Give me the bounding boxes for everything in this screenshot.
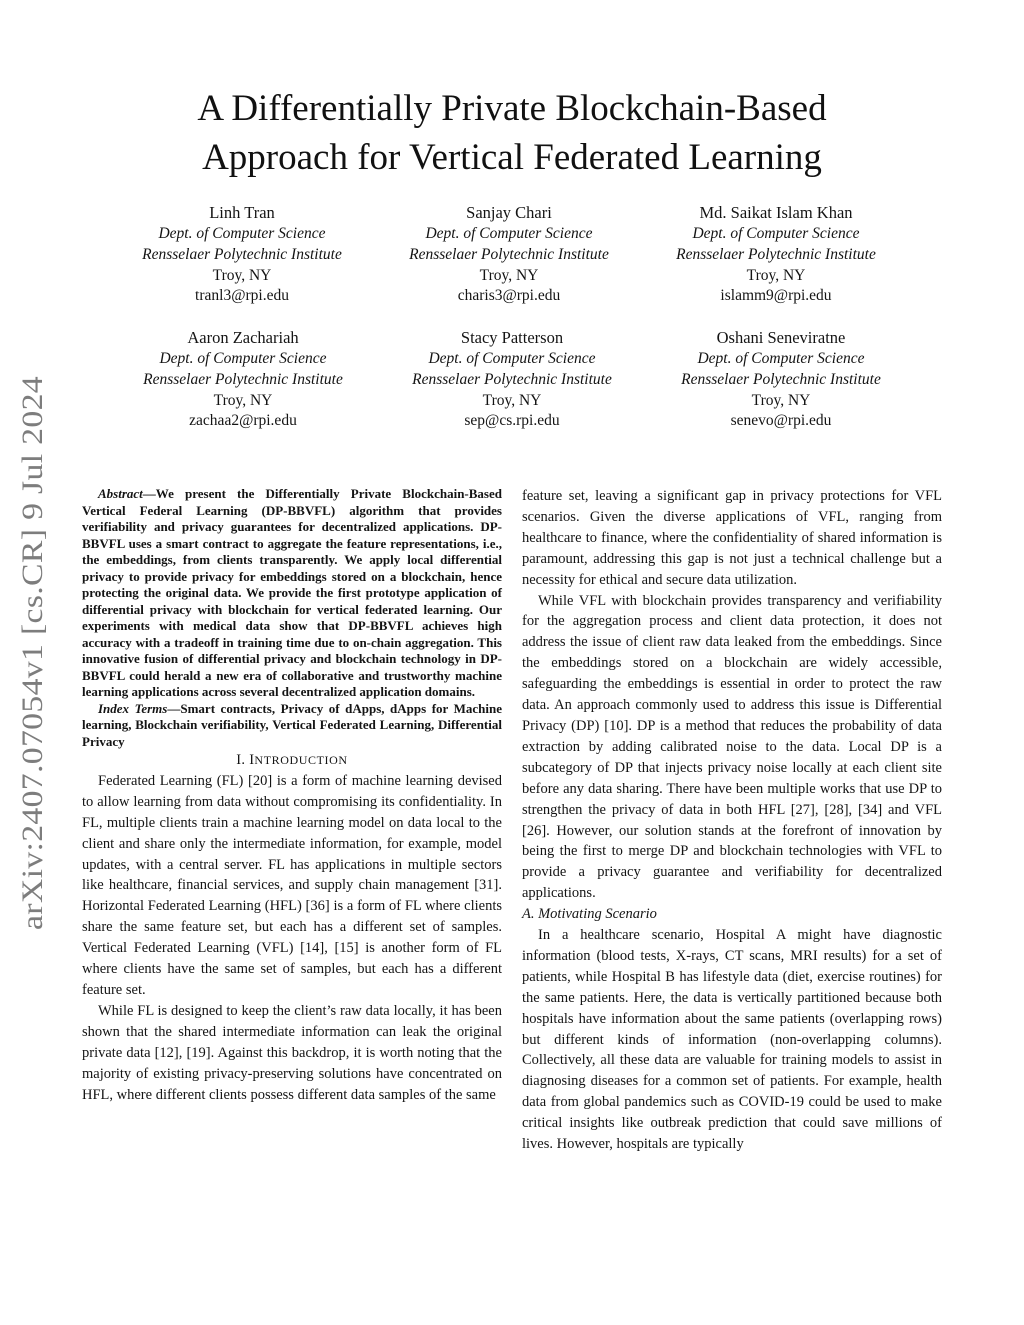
right-paragraph-3: In a healthcare scenario, Hospital A might have diagnostic information (blood tests, X-rays, CT scans, MRI results) for a set of patients, while Hospital B has lifestyle data (diet, exercise routines) for the same patients. Here, the data is vertically partitioned because both hospitals have information about the same patients (overlapping rows) but different kinds of information (non-overlapping columns). Collectively, all these data are valuable for training models to assist in diagnosing diseases for a common set of patients. For example, health data from global pandemics such as COVID-19 could be used to make critical insights like outbreak prediction that could save millions of lives. However, hospitals are typically bbox=[522, 927, 942, 1153]
author-email: sep@cs.rpi.edu bbox=[464, 412, 560, 430]
author-dept: Dept. of Computer Science bbox=[428, 350, 596, 367]
author-institution: Rensselaer Polytechnic Institute bbox=[143, 370, 343, 388]
author-location: Troy, NY bbox=[751, 391, 811, 409]
right-paragraph-2: While VFL with blockchain provides transparency and verifiability for the aggregation process and client data protection, it does not address the issue of client raw data leaked from the embeddings. Since the embeddings stored on a blockchain are widely accessible, safeguarding the embeddings is essential in order to protect the raw data. An approach commonly used to address this issue is Differential Privacy (DP) [10]. DP is a method that reduces the probability of data extraction by adding calibrated noise to the data. Local DP is a subcategory of DP that injects privacy noise locally at each client site before any data sharing. There have been multiple works that use DP to strengthen the privacy of data in both HFL [27], [28], [34] and VFL [26]. However, our solution stands at the forefront of innovation by being the first to merge DP and blockchain technologies with VFL to provide a privacy guarantee and verifiability for decentralized applications. bbox=[522, 592, 942, 902]
right-column bbox=[522, 486, 942, 1155]
paper-title bbox=[100, 84, 924, 182]
index-terms bbox=[82, 701, 502, 751]
author-location: Troy, NY bbox=[213, 391, 273, 409]
author-dept: Dept. of Computer Science bbox=[158, 225, 326, 242]
author-dept: Dept. of Computer Science bbox=[425, 225, 593, 242]
author-dept: Dept. of Computer Science bbox=[159, 350, 327, 367]
author-name: Linh Tran bbox=[209, 203, 275, 222]
paper-title-line-2: Approach for Vertical Federated Learning bbox=[202, 137, 822, 178]
index-terms-dash: — bbox=[167, 700, 181, 716]
abstract bbox=[82, 486, 502, 701]
author-block-3 bbox=[626, 202, 926, 307]
author-block-2 bbox=[359, 202, 659, 307]
author-email: tranl3@rpi.edu bbox=[195, 287, 289, 305]
author-name: Stacy Patterson bbox=[460, 328, 564, 347]
author-institution: Rensselaer Polytechnic Institute bbox=[412, 370, 612, 388]
author-name: Md. Saikat Islam Khan bbox=[699, 203, 853, 222]
abstract-label: Abstract bbox=[98, 486, 143, 501]
author-name: Aaron Zachariah bbox=[187, 328, 299, 347]
abstract-text: We present the Differentially Private Blockchain-Based Vertical Federal Learning (DP-BBVFL) algorithm that provides verifiability and privacy guarantees for decentralized applications. DP-BBVFL uses a smart contract to aggregate the feature representations, i.e., the embeddings, from clients transparently. We apply local differential privacy to provide privacy for embeddings stored on a blockchain, hence protecting the original data. We provide the first prototype application of differential privacy with blockchain for vertical federated learning. Our experiments with medical data show that DP-BBVFL achieves high accuracy with a tradeoff in training time due to on-chain aggregation. This innovative fusion of differential privacy and blockchain technology in DP-BBVFL could herald a new era of collaborative and trustworthy machine learning applications across several decentralized application domains. bbox=[82, 486, 502, 699]
author-institution: Rensselaer Polytechnic Institute bbox=[142, 245, 342, 263]
author-email: senevo@rpi.edu bbox=[730, 412, 832, 430]
author-dept: Dept. of Computer Science bbox=[697, 350, 865, 367]
author-block-6 bbox=[631, 327, 931, 432]
author-institution: Rensselaer Polytechnic Institute bbox=[409, 245, 609, 263]
abstract-dash: — bbox=[142, 486, 156, 501]
author-email: charis3@rpi.edu bbox=[457, 287, 561, 305]
author-block-4 bbox=[93, 327, 393, 432]
arxiv-identifier: arXiv:2407.07054v1 [cs.CR] 9 Jul 2024 bbox=[16, 437, 49, 930]
author-location: Troy, NY bbox=[482, 391, 542, 409]
author-dept: Dept. of Computer Science bbox=[692, 225, 860, 242]
arxiv-sidebar-stamp bbox=[10, 376, 54, 930]
right-paragraph-1: feature set, leaving a significant gap in privacy protections for VFL scenarios. Given the diverse applications of VFL, ranging from healthcare to finance, where the confidentiality of shared information is paramount, addressing this gap is not just a technical challenge but a necessity for ethical and secure data utilization. bbox=[522, 488, 942, 588]
author-email: islamm9@rpi.edu bbox=[720, 287, 832, 305]
index-terms-label: Index Terms bbox=[98, 700, 168, 716]
subsection-heading-motivating-scenario: A. Motivating Scenario bbox=[522, 906, 657, 923]
intro-paragraph-1: Federated Learning (FL) [20] is a form of machine learning devised to allow learning from data without compromising its confidentiality. In FL, multiple clients train a machine learning model on data local to the client and share only the intermediate information, for example, model updates, with a central server. FL has applications in multiple sectors like healthcare, financial services, and supply chain management [31]. Horizontal Federated Learning (HFL) [36] is a form of FL where clients share the same feature set, but each has a different set of samples. Vertical Federated Learning (VFL) [14], [15] is another form of FL where clients have the same set of samples, but each has a different feature set. bbox=[82, 772, 502, 998]
author-location: Troy, NY bbox=[479, 266, 539, 284]
author-location: Troy, NY bbox=[212, 266, 272, 284]
author-institution: Rensselaer Polytechnic Institute bbox=[676, 245, 876, 263]
section-heading-introduction: I. INTRODUCTION bbox=[236, 752, 348, 768]
author-name: Sanjay Chari bbox=[466, 203, 552, 222]
author-institution: Rensselaer Polytechnic Institute bbox=[681, 370, 881, 388]
left-column bbox=[82, 486, 502, 1105]
author-location: Troy, NY bbox=[746, 266, 806, 284]
author-name: Oshani Seneviratne bbox=[716, 328, 846, 347]
index-terms-text: Smart contracts, Privacy of dApps, dApps for Machine learning, Blockchain verifiability, Vertical Federated Learning, Differential Privacy bbox=[82, 700, 503, 749]
author-block-5 bbox=[362, 327, 662, 432]
author-email: zachaa2@rpi.edu bbox=[189, 412, 297, 430]
intro-paragraph-2: While FL is designed to keep the client’s raw data locally, it has been shown that the shared intermediate information can leak the original private data [12], [19]. Against this backdrop, it is worth noting that the majority of existing privacy-preserving solutions have concentrated on HFL, where different clients possess different data samples of the same bbox=[82, 1002, 502, 1103]
author-block-1 bbox=[92, 202, 392, 307]
paper-title-line-1: A Differentially Private Blockchain-Based bbox=[197, 88, 827, 129]
